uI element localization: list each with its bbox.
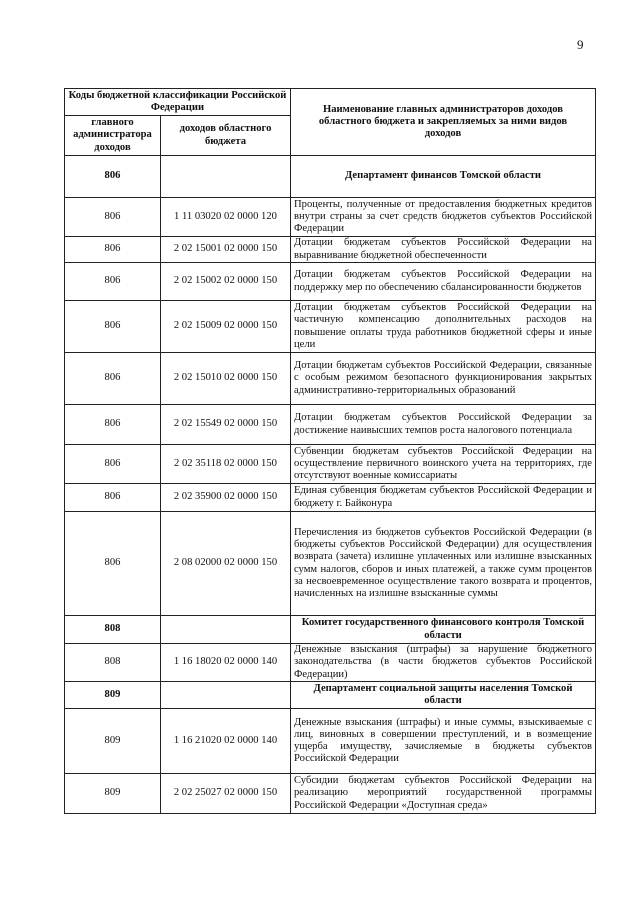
revenue-name: Субвенции бюджетам субъектов Российской Федерации на осуществление первичного воинского учета на территориях, где отсутствуют военные комиссариаты [291,445,596,484]
revenue-code: 2 02 15009 02 0000 150 [161,301,291,353]
table-header [65,89,596,156]
revenue-name: Перечисления из бюджетов субъектов Российской Федерации (в бюджеты субъектов Российской Федерации) для осуществления возврата (зачета) излишне уплаченных или излишне взысканных сумм налогов, сборов и иных платежей, а также сумм процентов за несвоевременное осуществление такого возврата и процентов, начисленных на излишне взысканные суммы [291,512,596,616]
admin-code: 806 [65,405,161,445]
revenue-name: Единая субвенция бюджетам субъектов Российской Федерации и бюджету г. Байконура [291,484,596,512]
revenue-code: 1 11 03020 02 0000 120 [161,198,291,237]
table-row [65,644,596,682]
admin-code: 808 [65,644,161,682]
revenue-code: 2 02 15001 02 0000 150 [161,237,291,263]
budget-codes-table [64,88,596,814]
revenue-name: Дотации бюджетам субъектов Российской Федерации на частичную компенсацию дополнительных расходов на повышение оплаты труда работников бюджетной сферы и иные цели [291,301,596,353]
revenue-name: Дотации бюджетам субъектов Российской Федерации за достижение наивысших темпов роста налогового потенциала [291,405,596,445]
revenue-code: 2 02 15010 02 0000 150 [161,353,291,405]
admin-code: 806 [65,263,161,301]
table-row [65,445,596,484]
page-number: 9 [577,37,584,52]
revenue-code: 2 02 35900 02 0000 150 [161,484,291,512]
revenue-code: 1 16 21020 02 0000 140 [161,709,291,774]
department-code: 809 [65,682,161,709]
empty-cell [161,616,291,644]
department-row [65,616,596,644]
table-row [65,709,596,774]
department-code: 806 [65,156,161,198]
header-revenue-column: доходов областного бюджета [161,116,291,156]
table-row [65,353,596,405]
revenue-name: Дотации бюджетам субъектов Российской Федерации, связанные с особым режимом безопасного функционирования закрытых административно-территориальных образований [291,353,596,405]
admin-code: 806 [65,445,161,484]
empty-cell [161,156,291,198]
table-row [65,263,596,301]
table-row [65,774,596,814]
table-row [65,198,596,237]
admin-code: 806 [65,237,161,263]
header-admin-column: главного администратора доходов [65,116,161,156]
table-row [65,512,596,616]
department-code: 808 [65,616,161,644]
revenue-name: Субсидии бюджетам субъектов Российской Федерации на реализацию мероприятий государственной программы Российской Федерации «Доступная среда» [291,774,596,814]
department-name: Комитет государственного финансового контроля Томской области [291,616,596,644]
admin-code: 809 [65,774,161,814]
revenue-name: Дотации бюджетам субъектов Российской Федерации на выравнивание бюджетной обеспеченности [291,237,596,263]
revenue-code: 2 02 25027 02 0000 150 [161,774,291,814]
table-row [65,484,596,512]
revenue-code: 2 08 02000 02 0000 150 [161,512,291,616]
revenue-code: 1 16 18020 02 0000 140 [161,644,291,682]
revenue-name: Дотации бюджетам субъектов Российской Федерации на поддержку мер по обеспечению сбалансированности бюджетов [291,263,596,301]
admin-code: 806 [65,353,161,405]
revenue-code: 2 02 15549 02 0000 150 [161,405,291,445]
empty-cell [161,682,291,709]
revenue-code: 2 02 15002 02 0000 150 [161,263,291,301]
revenue-name: Денежные взыскания (штрафы) и иные суммы, взыскиваемые с лиц, виновных в совершении преступлений, и в возмещение ущерба имуществу, зачисляемые в бюджеты субъектов Российской Федерации [291,709,596,774]
admin-code: 806 [65,512,161,616]
table-row [65,405,596,445]
revenue-name: Денежные взыскания (штрафы) за нарушение бюджетного законодательства (в части бюджетов субъектов Российской Федерации) [291,644,596,682]
header-codes-group: Коды бюджетной классификации Российской Федерации [65,89,291,116]
revenue-code: 2 02 35118 02 0000 150 [161,445,291,484]
revenue-name: Проценты, полученные от предоставления бюджетных кредитов внутри страны за счет средств бюджетов субъектов Российской Федерации [291,198,596,237]
department-row [65,156,596,198]
department-row [65,682,596,709]
admin-code: 809 [65,709,161,774]
table-row [65,301,596,353]
table-row [65,237,596,263]
admin-code: 806 [65,301,161,353]
department-name: Департамент финансов Томской области [291,156,596,198]
admin-code: 806 [65,198,161,237]
department-name: Департамент социальной защиты населения Томской области [291,682,596,709]
header-name-column: Наименование главных администраторов доходов областного бюджета и закрепляемых за ними видов доходов [291,89,596,156]
admin-code: 806 [65,484,161,512]
